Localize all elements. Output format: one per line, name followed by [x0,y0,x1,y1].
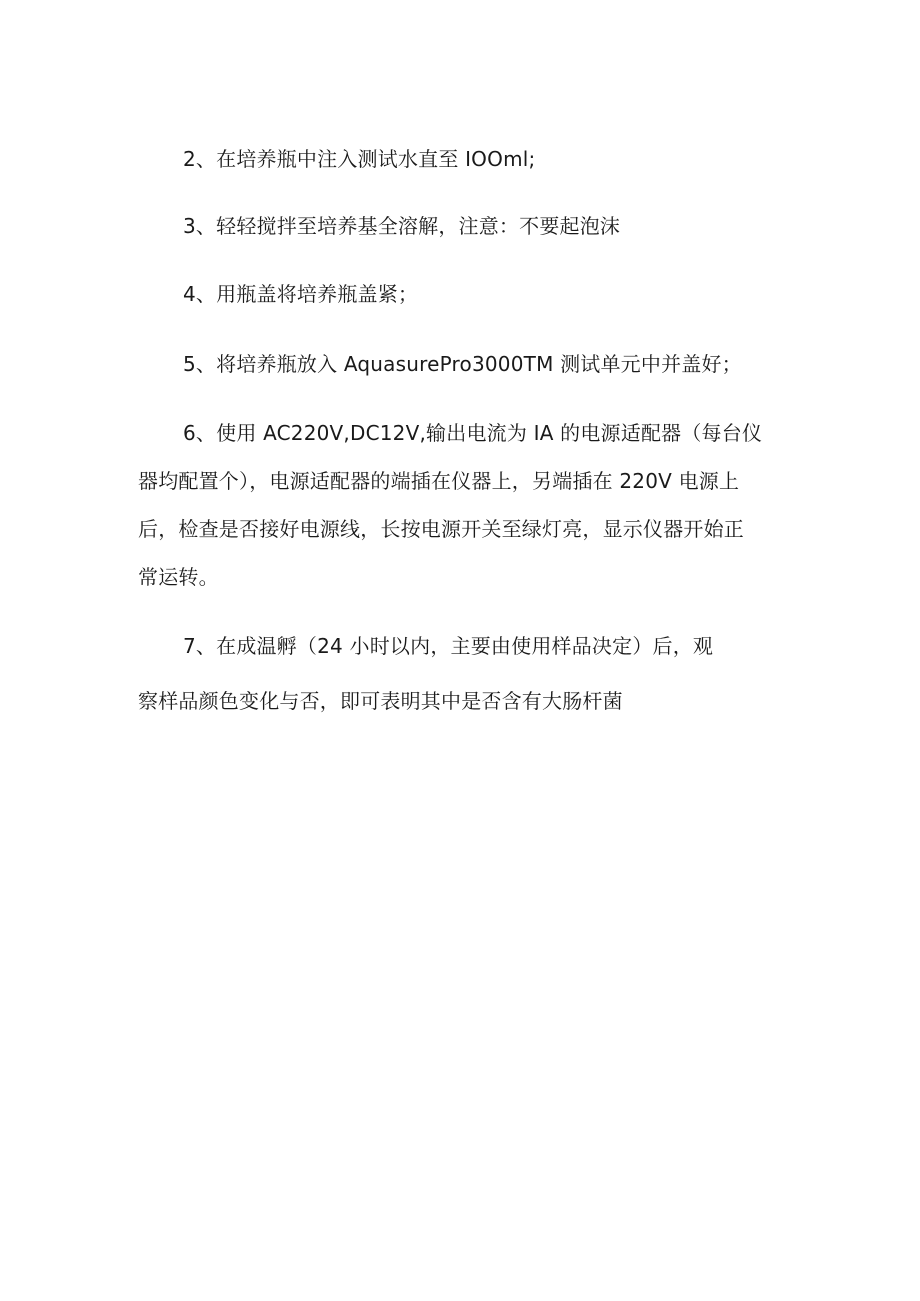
step-7-paragraph [138,622,788,725]
step-6-line-2: 器均配置个），电源适配器的端插在仪器上，另端插在 220V 电源上 [138,469,740,493]
step-4-line-1: 4、用瓶盖将培养瓶盖紧； [183,282,419,306]
step-6-line-3: 后，检查是否接好电源线，长按电源开关至绿灯亮，显示仪器开始正 [138,517,744,541]
step-7-line-2: 察样品颜色变化与否，即可表明其中是否含有大肠杆菌 [138,689,623,713]
step-3-paragraph [138,202,788,250]
step-6-line-1: 6、使用 AC220V,DC12V,输出电流为 IA 的电源适配器（每台仪 [183,421,763,445]
step-6-line-4: 常运转。 [138,565,219,589]
step-3-line-1: 3、轻轻搅拌至培养基全溶解，注意：不要起泡沫 [183,214,621,238]
step-7-line-1: 7、在成温孵（24 小时以内，主要由使用样品决定）后，观 [183,634,714,658]
step-6-paragraph [138,409,788,601]
step-5-line-1: 5、将培养瓶放入 AquasurePro3000TM 测试单元中并盖好； [183,352,742,376]
step-2-line-1: 2、在培养瓶中注入测试水直至 IOOml; [183,147,536,171]
step-4-paragraph [138,270,788,318]
step-5-paragraph [138,340,788,388]
step-2-paragraph [138,135,788,183]
